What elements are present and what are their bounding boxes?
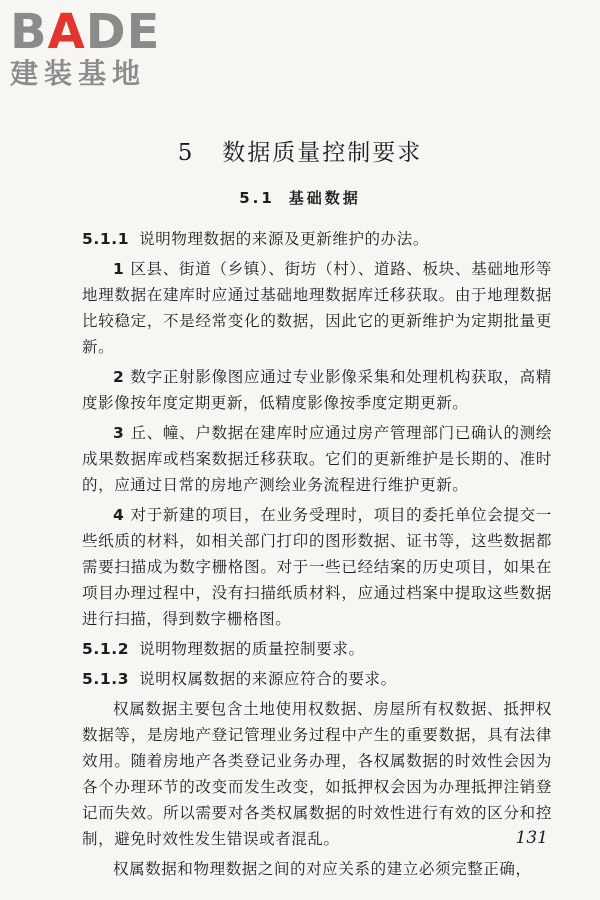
chapter-title <box>0 136 600 170</box>
body-paragraph <box>82 364 552 416</box>
clause-number: 5.1.2 <box>82 640 130 658</box>
paragraph-text: 数字正射影像图应通过专业影像采集和处理机构获取，高精度影像按年度定期更新，低精度影像按季度定期更新。 <box>82 368 552 412</box>
clause-number: 5.1.1 <box>82 230 130 248</box>
section-title-text: 基础数据 <box>288 189 361 207</box>
item-number: 1 <box>113 260 125 278</box>
paragraph-text: 丘、幢、户数据在建库时应通过房产管理部门已确认的测绘成果数据库或档案数据迁移获取。它们的更新维护是长期的、准时的，应通过日常的房地产测绘业务流程进行维护更新。 <box>82 424 552 494</box>
section-title <box>0 186 600 210</box>
item-number: 2 <box>113 368 125 386</box>
logo-chinese-name: 建装基地 <box>10 57 147 90</box>
clause-paragraph <box>82 636 552 662</box>
section-number: 5.1 <box>239 189 275 207</box>
body-paragraph <box>82 256 552 360</box>
paragraph-text: 说明物理数据的质量控制要求。 <box>139 640 365 658</box>
chapter-title-text: 数据质量控制要求 <box>222 140 423 166</box>
paragraph-text: 权属数据主要包含土地使用权数据、房屋所有权数据、抵押权数据等，是房地产登记管理业务过程中产生的重要数据，具有法律效用。随着房地产各类登记业务办理，各权属数据的时效性会因为各个办理环节的改变而发生改变，如抵押权会因为办理抵押注销登记而失效。所以需要对各类权属数据的时效性进行有效的区分和控制，避免时效性发生错误或者混乱。 <box>82 700 552 848</box>
item-number: 4 <box>113 506 125 524</box>
paragraph-text: 说明权属数据的来源应符合的要求。 <box>139 670 397 688</box>
logo-wordmark: BADE <box>10 4 161 60</box>
bade-logo <box>10 6 180 90</box>
clause-paragraph <box>82 226 552 252</box>
document-body <box>82 226 552 886</box>
clause-number: 5.1.3 <box>82 670 130 688</box>
paragraph-text: 区县、街道（乡镇）、街坊（村）、道路、板块、基础地形等地理数据在建库时应通过基础地理数据库迁移获取。由于地理数据比较稳定，不是经常变化的数据，因此它的更新维护为定期批量更新。 <box>82 260 552 356</box>
item-number: 3 <box>113 424 125 442</box>
paragraph-text: 说明物理数据的来源及更新维护的办法。 <box>139 230 429 248</box>
clause-paragraph <box>82 666 552 692</box>
body-paragraph <box>82 856 552 882</box>
body-paragraph <box>82 420 552 498</box>
paragraph-text: 对于新建的项目，在业务受理时，项目的委托单位会提交一些纸质的材料，如相关部门打印的图形数据、证书等，这些数据都需要扫描成为数字栅格图。对于一些已经结案的历史项目，如果在项目办理过程中，没有扫描纸质材料，应通过档案中提取这些数据进行扫描，得到数字栅格图。 <box>82 506 552 628</box>
chapter-number: 5 <box>177 140 195 166</box>
paragraph-text: 权属数据和物理数据之间的对应关系的建立必须完整正确， <box>113 860 532 878</box>
body-paragraph <box>82 502 552 632</box>
page-number: 131 <box>515 828 548 848</box>
